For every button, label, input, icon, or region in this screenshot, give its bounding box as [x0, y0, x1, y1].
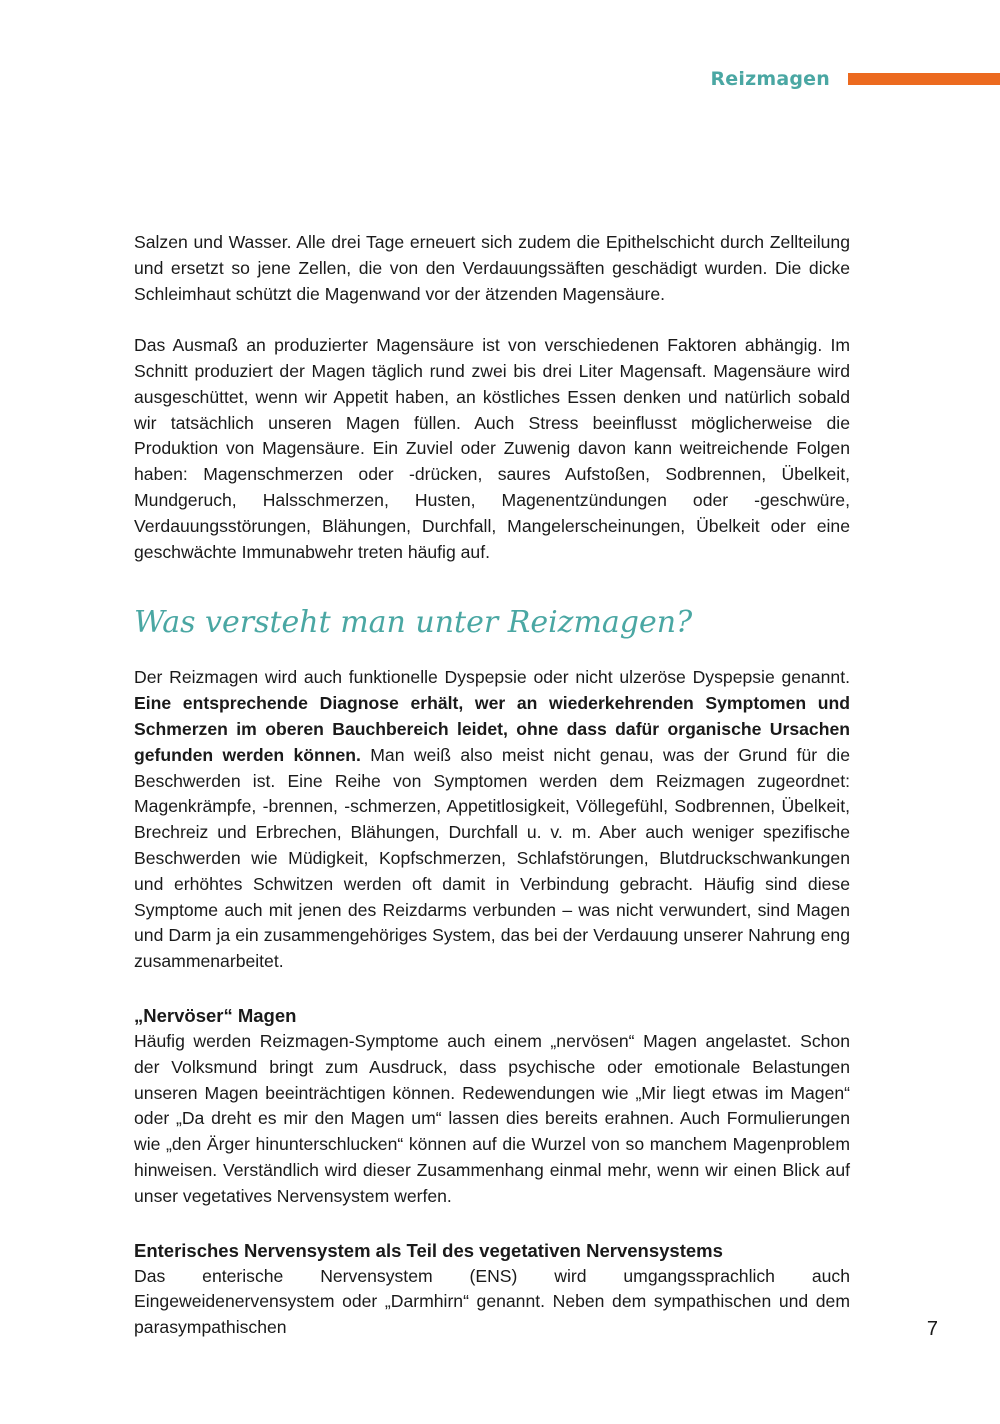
paragraph-magensaeure: Das Ausmaß an produzierter Magensäure ist von verschiedenen Faktoren abhängig. Im Schnitt produziert der Magen täglich rund zwei bis drei Liter Magensaft. Magensäure wird ausgeschüttet, wenn wir Appetit haben, an köstliches Essen denken und natürlich sobald wir tatsächlich unseren Magen füllen. Auch Stress beeinflusst möglicherweise die Produktion von Magensäure. Ein Zuviel oder Zuwenig davon kann weitreichende Folgen haben: Magenschmerzen oder -drücken, saures Aufstoßen, Sodbrennen, Übelkeit, Mundgeruch, Halsschmerzen, Husten, Magenentzündungen oder -geschwüre, Verdauungsstörungen, Blähungen, Durchfall, Mangelerscheinungen, Übelkeit oder eine geschwächte Immunabwehr treten häufig auf. [134, 335, 850, 562]
page-number: 7 [926, 1318, 938, 1340]
definition-rest: Man weiß also meist nicht genau, was der Grund für die Beschwerden ist. Eine Reihe von Symptomen werden dem Reizmagen zugeordnet: Magenkrämpfe, -brennen, -schmerzen, Appetitlosigkeit, Völlegefühl, Sodbrennen, Übelkeit, Brechreiz und Erbrechen, Blähungen, Durchfall u. v. m. Aber auch weniger spezifische Beschwerden wie Müdigkeit, Kopfschmerzen, Schlafstörungen, Blutdruckschwankungen und erhöhtes Schwitzen werden oft damit in Verbindung gebracht. Häufig sind diese Symptome auch mit jenen des Reizdarms verbunden – was nicht verwundert, sind Magen und Darm ja ein zusammengehöriges System, das bei der Verdauung unserer Nahrung eng zusammenarbeitet. [134, 744, 850, 972]
running-header-title: Reizmagen [710, 68, 830, 90]
header-accent-bar [848, 73, 1000, 85]
definition-intro: Der Reizmagen wird auch funktionelle Dyspepsie oder nicht ulzeröse Dyspepsie genannt. [134, 667, 850, 688]
running-header [710, 64, 1000, 94]
section-heading-reizmagen: Was versteht man unter Reizmagen? [134, 605, 693, 641]
paragraph-reizmagen-definition [134, 665, 850, 975]
page-content [134, 230, 850, 1341]
subheading-enterisches-nervensystem: Enterisches Nervensystem als Teil des vegetativen Nervensystems [134, 1239, 723, 1261]
paragraph-epithel: Salzen und Wasser. Alle drei Tage erneuert sich zudem die Epithelschicht durch Zellteilung und ersetzt so jene Zellen, die von den Verdauungssäften geschädigt wurden. Die dicke Schleimhaut schützt die Magenwand vor der ätzenden Magensäure. [134, 232, 850, 304]
paragraph-enterisches-nervensystem: Das enterische Nervensystem (ENS) wird umgangssprachlich auch Eingeweidenervensystem oder „Darmhirn“ genannt. Neben dem sympathischen und dem parasympathischen [134, 1265, 850, 1338]
definition-bold: Eine entsprechende Diagnose erhält, wer an wiederkehrenden Symptomen und Schmerzen im oberen Bauchbereich leidet, ohne dass dafür organische Ursachen gefunden werden können. [134, 693, 850, 765]
paragraph-nervoeser-magen: Häufig werden Reizmagen-Symptome auch einem „nervösen“ Magen angelastet. Schon der Volksmund bringt zum Ausdruck, dass psychische oder emotionale Belastungen unseren Magen beeinträchtigen können. Redewendungen wie „Mir liegt etwas im Magen“ oder „Da dreht es mir den Magen um“ lassen dies bereits erahnen. Auch Formulierungen wie „den Ärger hinunterschlucken“ können auf die Wurzel von so manchem Magenproblem hinweisen. Verständlich wird dieser Zusammenhang einmal mehr, wenn wir einen Blick auf unser vegetatives Nervensystem werfen. [134, 1030, 850, 1206]
subheading-nervoeser-magen: „Nervöser“ Magen [134, 1004, 297, 1026]
